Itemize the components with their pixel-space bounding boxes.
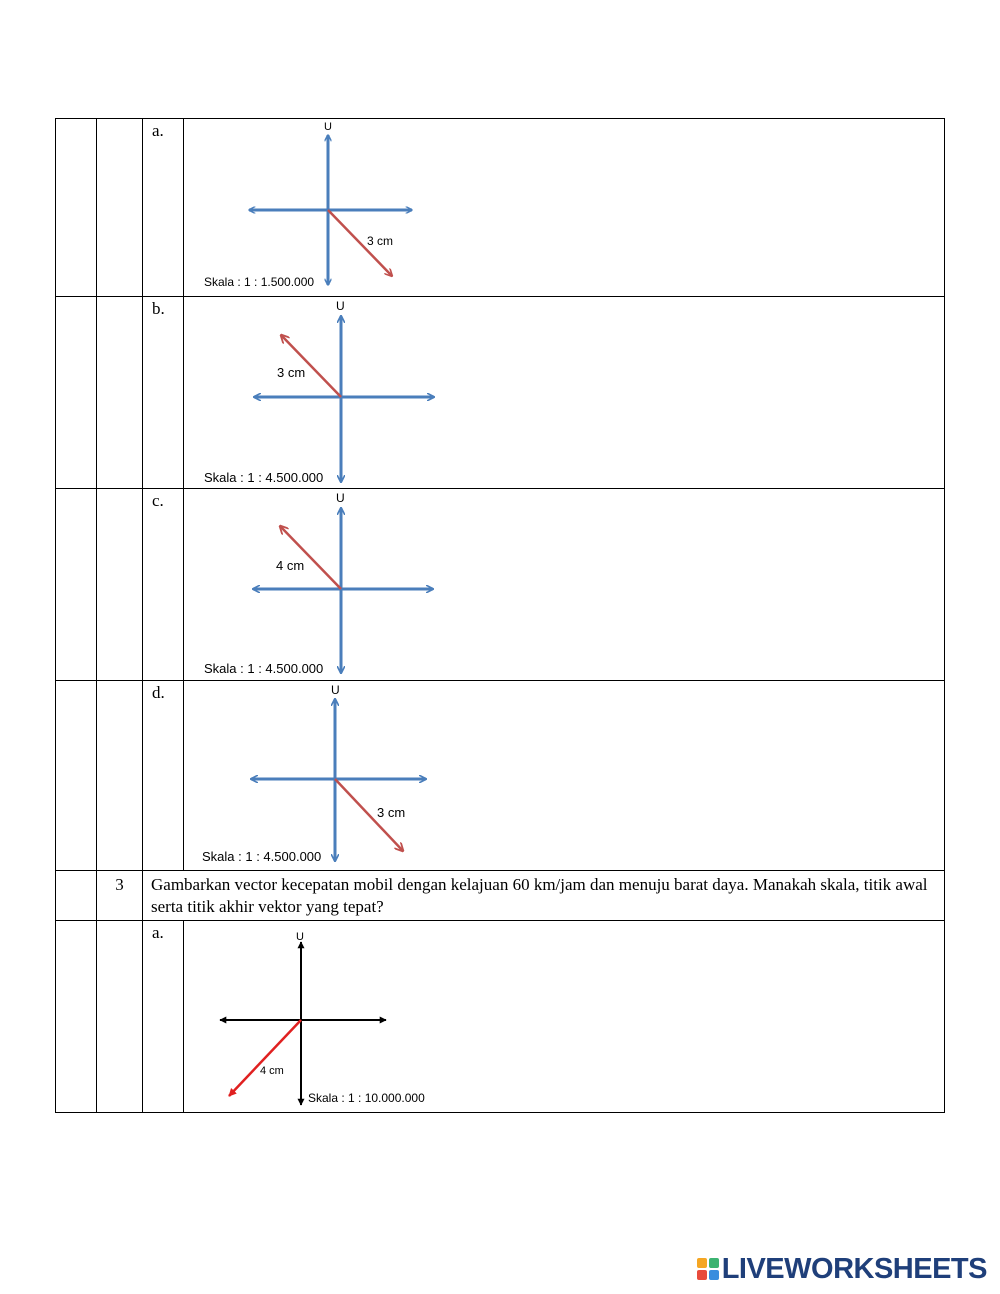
north-label: U [336,299,345,313]
empty-cell [97,119,143,297]
empty-cell [56,297,97,489]
logo-text: LIVEWORKSHEETS [721,1252,987,1285]
answer-row-c [56,489,945,681]
liveworksheets-logo [697,1254,987,1284]
option-label: b. [152,299,165,318]
empty-cell [56,489,97,681]
vector-arrow [229,1020,301,1096]
option-cell [143,119,184,297]
option-cell [143,921,184,1113]
figure-cell [184,921,945,1113]
vector-length-label: 4 cm [260,1065,284,1077]
worksheet-table [55,118,945,1113]
answer-row-d [56,681,945,871]
vector-length-label: 3 cm [277,365,306,380]
vector-length-label: 4 cm [276,558,305,573]
north-label: U [324,121,332,133]
scale-label: Skala : 1 : 10.000.000 [308,1091,425,1105]
scale-label: Skala : 1 : 1.500.000 [204,275,315,289]
vector-length-label: 3 cm [367,234,394,248]
figure-cell [184,681,945,871]
logo-mark-icon [697,1258,719,1280]
question-text-cell [143,871,945,921]
scale-label: Skala : 1 : 4.500.000 [204,661,324,676]
vector-diagram-q3-a [184,921,944,1113]
vector-diagram-d [184,681,944,871]
option-cell [143,489,184,681]
option-label: a. [152,121,164,140]
question-number: 3 [115,875,124,894]
empty-cell [97,297,143,489]
vector-diagram-c [184,489,944,681]
north-label: U [331,683,340,697]
question-row-3 [56,871,945,921]
answer-row-q3-a [56,921,945,1113]
answer-row-a [56,119,945,297]
question-text: Gambarkan vector kecepatan mobil dengan kelajuan 60 km/jam dan menuju barat daya. Manakah skala, titik awal serta titik akhir vektor yang tepat? [151,875,928,916]
question-number-cell [97,871,143,921]
north-label: U [336,491,345,505]
option-cell [143,681,184,871]
empty-cell [97,921,143,1113]
option-label: d. [152,683,165,702]
empty-cell [97,681,143,871]
empty-cell [56,871,97,921]
figure-cell [184,119,945,297]
vector-length-label: 3 cm [377,805,406,820]
empty-cell [56,681,97,871]
option-label: a. [152,923,164,942]
option-cell [143,297,184,489]
vector-diagram-b [184,297,944,489]
vector-diagram-a [184,119,944,297]
answer-row-b [56,297,945,489]
scale-label: Skala : 1 : 4.500.000 [204,470,324,485]
empty-cell [56,119,97,297]
empty-cell [97,489,143,681]
north-label: U [296,931,304,943]
scale-label: Skala : 1 : 4.500.000 [202,849,322,864]
figure-cell [184,489,945,681]
empty-cell [56,921,97,1113]
option-label: c. [152,491,164,510]
figure-cell [184,297,945,489]
